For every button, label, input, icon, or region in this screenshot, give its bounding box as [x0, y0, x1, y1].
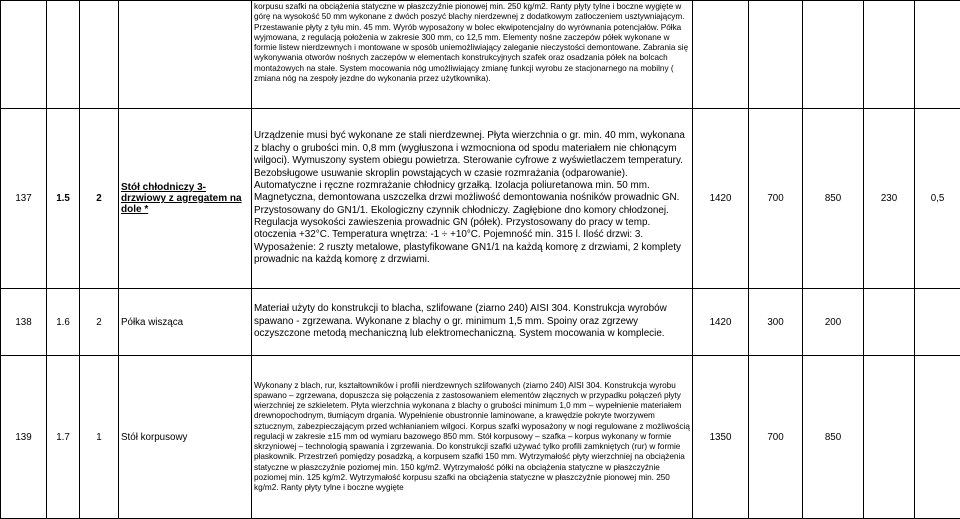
dimension-3	[803, 1, 864, 109]
dimension-2: 700	[749, 356, 803, 519]
dimension-1: 1420	[693, 109, 749, 289]
dimension-2	[749, 1, 803, 109]
dimension-2: 300	[749, 289, 803, 356]
dimension-5	[915, 356, 960, 519]
item-name: Półka wisząca	[119, 289, 252, 356]
dimension-3: 200	[803, 289, 864, 356]
dimension-1: 1420	[693, 289, 749, 356]
row-number: 139	[1, 356, 47, 519]
dimension-5: 0,5	[915, 109, 960, 289]
dimension-3: 850	[803, 356, 864, 519]
dimension-2: 700	[749, 109, 803, 289]
dimension-1: 1350	[693, 356, 749, 519]
quantity: 2	[80, 289, 119, 356]
row-number: 137	[1, 109, 47, 289]
quantity: 2	[80, 109, 119, 289]
item-description: Wykonany z blach, rur, kształtowników i profili nierdzewnych szlifowanych (ziarno 240) AISI 304. Konstrukcja wyrobu spawano – zgrzewana, dopuszcza się połączenia z zastosowaniem elementów złącznych w przypadku połączeń płyty wierzchniej ze szkieletem. Płyta wierzchnia wykonana z blachy o grubości minimum 1,0 mm – wypełnienie materiałem drewnopochodnym, tłumiącym drgania. Wypełnienie obustronnie laminowane, a krawędzie pokryte tworzywem sztucznym, zabezpieczającym przed wchłanianiem wilgoci. Korpus szafki wyposażony w nogi regulowane z możliwością regulacji w zakresie ±15 mm od wymiaru bazowego 850 mm. Stół korpusowy – szafka – korpus wykonany w formie skrzyniowej – technologią spawania i zgrzewania. Do konstrukcji szafki używać tylko profili zamkniętych (rur) w formie płaskownik. Przestrzeń pomiędzy posadzką, a korpusem szafki 150 mm. Wytrzymałość płyty wierzchniej na obciążenia statyczne w płaszczyźnie poziomej min. 150 kg/m2. Wytrzymałość półki na obciążenia statyczne w płaszczyźnie poziomej min. 125 kg/m2. Wytrzymałość korpusu szafki na obciążenia statyczne w płaszczyźnie pionowej min. 250 kg/m2. Ranty płyty tylne i boczne wygięte	[252, 356, 693, 519]
item-description: korpusu szafki na obciążenia statyczne w płaszczyźnie pionowej min. 250 kg/m2. Ranty płyty tylne i boczne wygięte w górę na wysokość 50 mm wykonane z dwóch poszyć blachy nierdzewnej z dodatkowym zatłoczeniem usztywniającym. Przestawanie płyty z tyłu min. 45 mm. Wyrób wyposażony w bolec ekwipotencjalny do wyrównania potencjałów. Półka wyjmowana, z regulacją położenia w zakresie 300 mm, co 12,5 mm. Elementy nośne zaczepów półek wykonane w formie listew nierdzewnych i montowane w sposób uniemożliwiający zaleganie nieczystości demontowane. Zabrania się wykonywania otworów nośnych zaczepów w elementach konstrukcyjnych szafek oraz osadzania półek na bolcach montażowych na stałe. System mocowania nóg umożliwiający zmianę funkcji wyrobu ze stacjonarnego na mobilny ( zmiana nóg na zespoły jezdne do wykonania przez użytkownika).	[252, 1, 693, 109]
quantity: 1	[80, 356, 119, 519]
position-code: 1.7	[47, 356, 80, 519]
dimension-4	[864, 1, 915, 109]
dimension-4: 230	[864, 109, 915, 289]
table-row	[1, 1, 960, 109]
dimension-4	[864, 356, 915, 519]
item-name	[119, 1, 252, 109]
position-code	[47, 1, 80, 109]
row-number	[1, 1, 47, 109]
row-number: 138	[1, 289, 47, 356]
item-name: Stół chłodniczy 3-drzwiowy z agregatem na dole *	[119, 109, 252, 289]
table-row	[1, 109, 960, 289]
table-row	[1, 356, 960, 519]
quantity	[80, 1, 119, 109]
item-name: Stół korpusowy	[119, 356, 252, 519]
table-row	[1, 289, 960, 356]
position-code: 1.5	[47, 109, 80, 289]
dimension-1	[693, 1, 749, 109]
item-description: Materiał użyty do konstrukcji to blacha, szlifowane (ziarno 240) AISI 304. Konstrukcja wyrobów spawano - zgrzewana. Wykonane z blachy o gr. minimum 1,5 mm. Spoiny oraz zgrzewy oczyszczone metodą mechaniczną lub elektromechaniczną. System mocowania w komplecie.	[252, 289, 693, 356]
item-description: Urządzenie musi być wykonane ze stali nierdzewnej. Płyta wierzchnia o gr. min. 40 mm, wykonana z blachy o grubości min. 0,8 mm (wygłuszona i wzmocniona od spodu materiałem nie chłonącym wilgoci). Wymuszony system obiegu powietrza. Sterowanie cyfrowe z wyświetlaczem temperatury. Bezobsługowe usuwanie skroplin powstających w czasie rozmrażania (odparowanie). Automatyczne i ręczne rozmrażanie chłodnicy grzałką. Izolacja poliuretanowa min. 50 mm. Magnetyczna, demontowana uszczelka drzwi możliwość demontowania nośników prowadnic GN. Przystosowany do GN1/1. Ekologiczny czynnik chłodniczy. Zagłębione dno komory chłodzonej. Regulacja wysokości zawieszenia prowadnic GN (półek). Przystosowany do pracy w temp. otoczenia +32°C. Temperatura wnętrza: -1 ÷ +10°C. Pojemność min. 315 l. Ilość drzwi: 3. Wyposażenie: 2 ruszty metalowe, plastyfikowane GN1/1 na każdą komorę z drzwiami, 2 komplety prowadnic na każdą komorę z drzwiami.	[252, 109, 693, 289]
position-code: 1.6	[47, 289, 80, 356]
dimension-5	[915, 1, 960, 109]
dimension-3: 850	[803, 109, 864, 289]
dimension-5	[915, 289, 960, 356]
dimension-4	[864, 289, 915, 356]
